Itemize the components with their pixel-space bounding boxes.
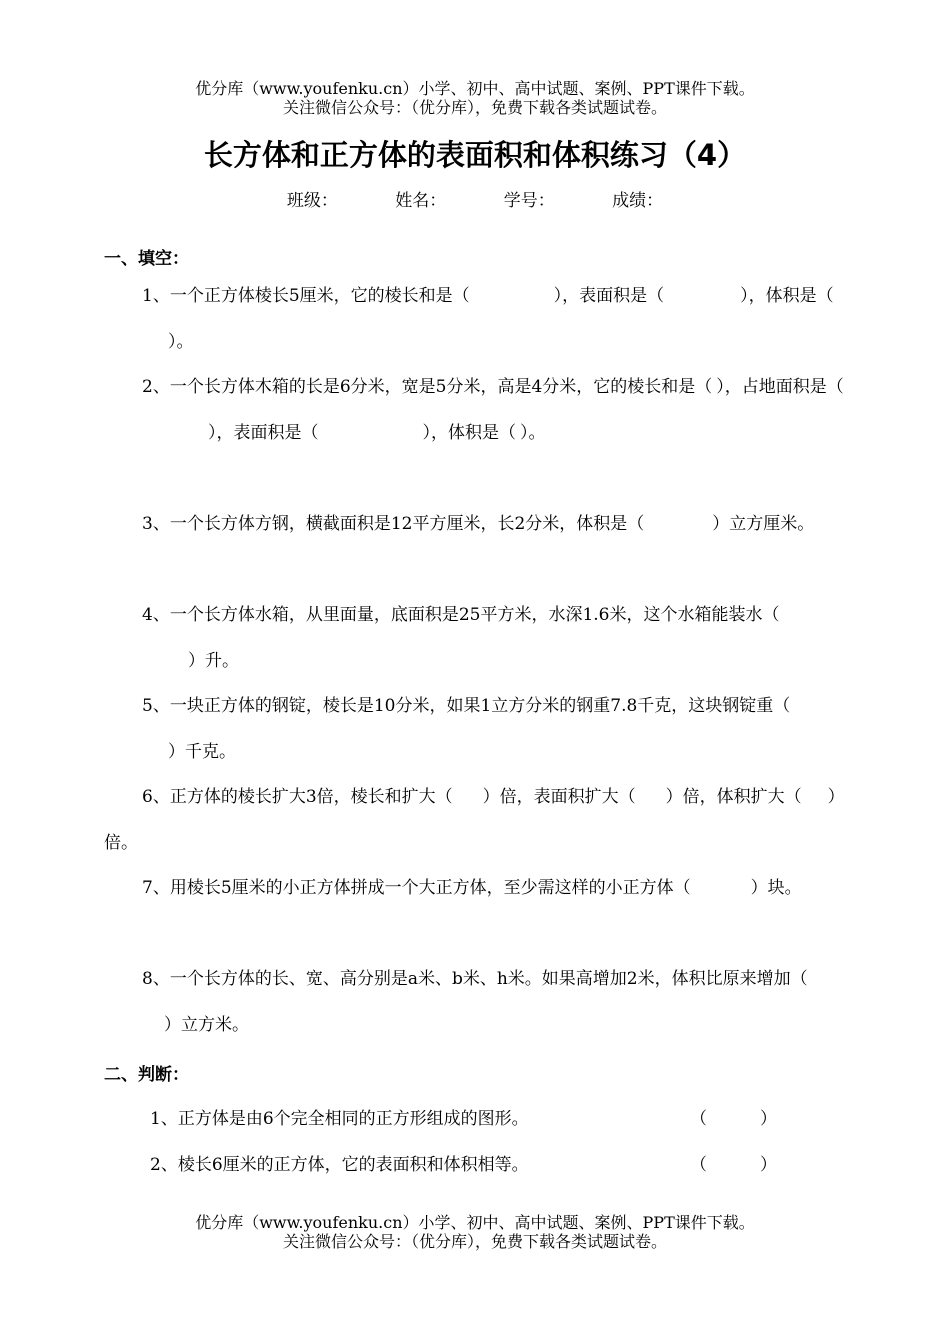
name-label: 姓名： [395,191,447,211]
judge-item-1-open: （ [690,1109,707,1129]
score-label: 成绩： [612,191,664,211]
judge-item-1-text: 1、正方体是由6个完全相同的正方形组成的图形。 [150,1109,529,1129]
header-line-1: 优分库（www.youfenku.cn）小学、初中、高中试题、案例、PPT课件下载。 [195,79,755,98]
question-1: 1、一个正方体棱长5厘米，它的棱长和是（ ），表面积是（ ），体积是（）。 [142,286,834,352]
header-line-2: 关注微信公众号：（优分库），免费下载各类试题试卷。 [282,98,667,117]
question-3: 3、一个长方体方钢，横截面积是12平方厘米，长2分米，体积是（ ）立方厘米。 [142,514,815,534]
section-fill-in-heading: 一、填空： [104,249,189,269]
id-label: 学号： [503,191,555,211]
judge-item-2-close: ） [760,1155,777,1175]
question-6: 6、正方体的棱长扩大3倍，棱长和扩大（ ）倍，表面积扩大（ ）倍，体积扩大（ ）倍。 [104,787,845,853]
judge-item-1-close: ） [760,1109,777,1129]
judge-item-2-open: （ [690,1155,707,1175]
page-title: 长方体和正方体的表面积和体积练习（4） [203,138,747,172]
section-judge-heading: 二、判断： [104,1065,189,1085]
judge-item-2-text: 2、棱长6厘米的正方体，它的表面积和体积相等。 [150,1155,529,1175]
student-info-row [0,186,950,211]
class-label: 班级： [286,191,338,211]
footer-line-2: 关注微信公众号：（优分库），免费下载各类试题试卷。 [282,1232,667,1251]
question-2: 2、一个长方体木箱的长是6分米，宽是5分米，高是4分米，它的棱长和是（ ），占地面积是（），表面积是（ ），体积是（ ）。 [142,377,844,443]
question-4: 4、一个长方体水箱，从里面量，底面积是25平方米，水深1.6米，这个水箱能装水（）升。 [142,605,780,671]
question-5: 5、一块正方体的钢锭，棱长是10分米，如果1立方分米的钢重7.8千克，这块钢锭重（）千克。 [142,696,791,762]
footer-line-1: 优分库（www.youfenku.cn）小学、初中、高中试题、案例、PPT课件下载。 [195,1213,755,1232]
question-7: 7、用棱长5厘米的小正方体拼成一个大正方体，至少需这样的小正方体（ ）块。 [142,878,802,898]
question-8: 8、一个长方体的长、宽、高分别是a米、b米、h米。如果高增加2米，体积比原来增加（）立方米。 [142,969,808,1035]
